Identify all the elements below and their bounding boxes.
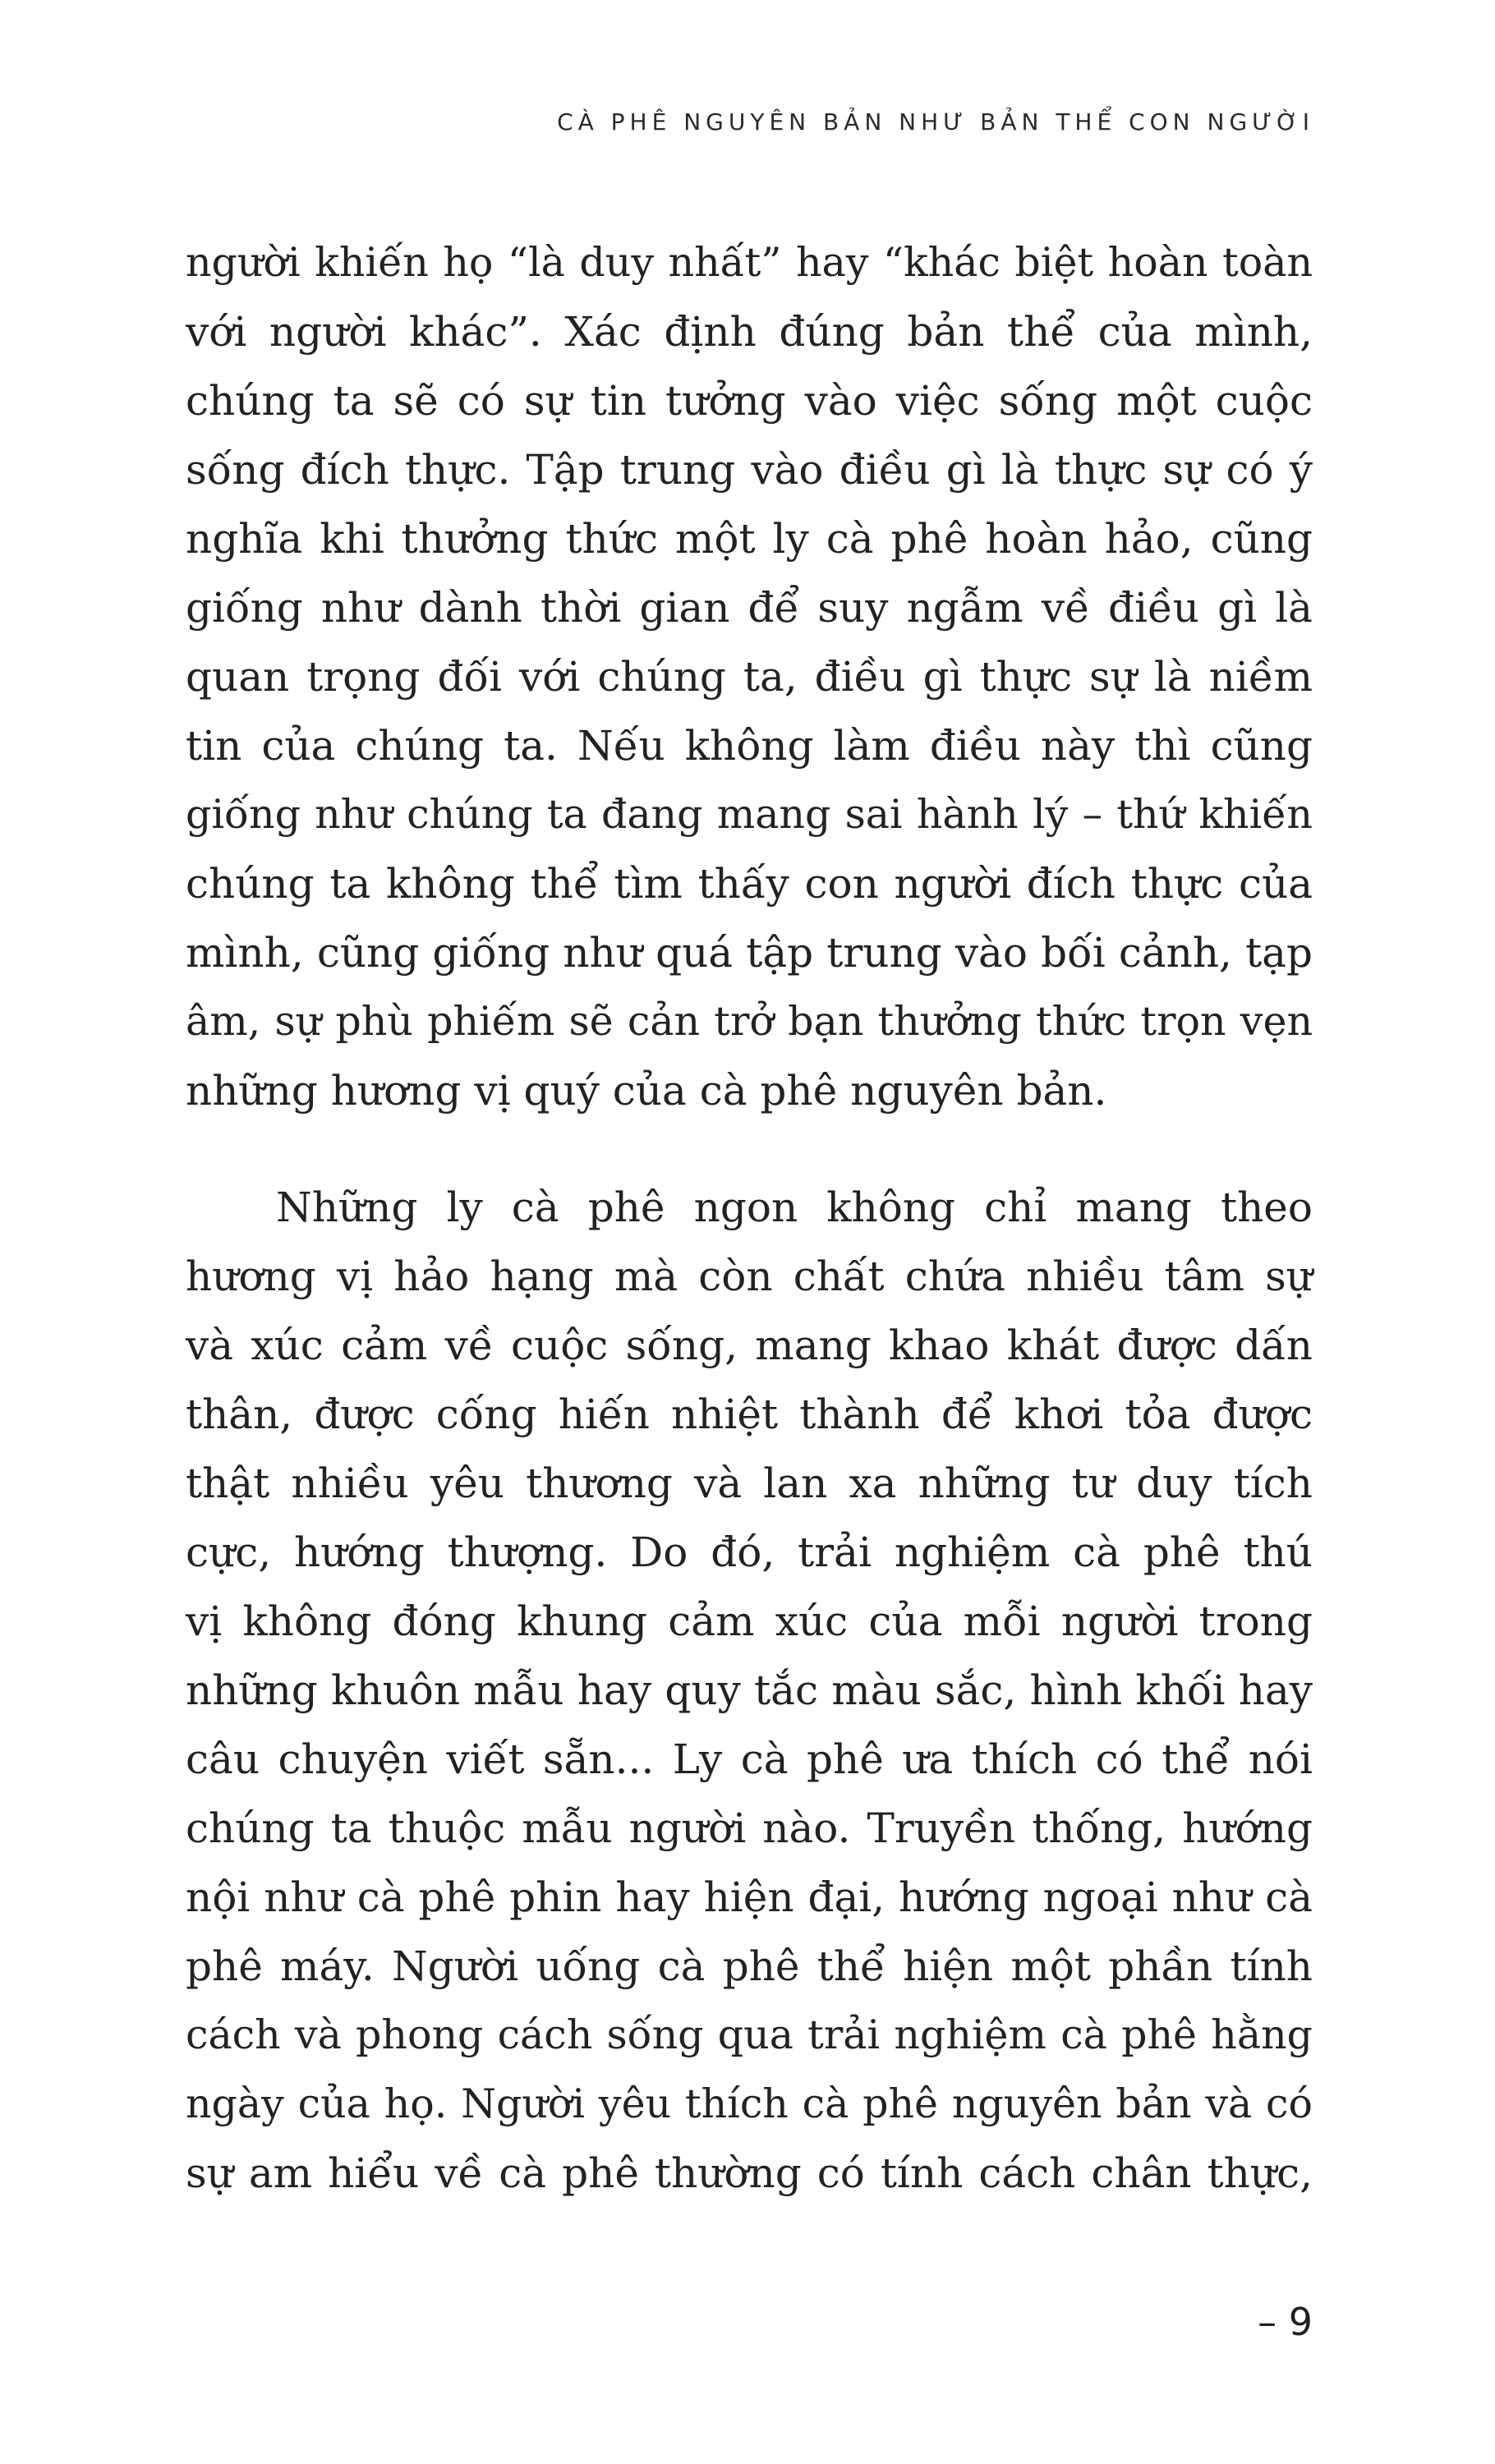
paragraph-spacer [186, 1125, 1313, 1173]
text-line: hương vị hảo hạng mà còn chất chứa nhiều tâm sự [186, 1253, 1313, 1300]
text-line: Những ly cà phê ngon không chỉ mang theo [276, 1184, 1313, 1231]
page-number: – 9 [1258, 2300, 1313, 2344]
text-line: ngày của họ. Người yêu thích cà phê nguyên bản và có [186, 2080, 1313, 2127]
text-line: thân, được cống hiến nhiệt thành để khơi tỏa được [186, 1391, 1313, 1438]
text-line: quan trọng đối với chúng ta, điều gì thực sự là niềm [186, 653, 1313, 701]
text-line: cách và phong cách sống qua trải nghiệm cà phê hằng [186, 2011, 1313, 2058]
text-line: sống đích thực. Tập trung vào điều gì là thực sự có ý [186, 446, 1313, 494]
body-text [186, 228, 1313, 2208]
running-header: CÀ PHÊ NGUYÊN BẢN NHƯ BẢN THỂ CON NGƯỜI [557, 108, 1314, 136]
text-line: nội như cà phê phin hay hiện đại, hướng ngoại như cà [186, 1873, 1313, 1921]
text-line: câu chuyện viết sẵn... Ly cà phê ưa thích có thể nói [186, 1735, 1313, 1783]
text-line: chúng ta sẽ có sự tin tưởng vào việc sống một cuộc [186, 377, 1313, 425]
text-line: tin của chúng ta. Nếu không làm điều này thì cũng [186, 722, 1313, 770]
text-line: chúng ta thuộc mẫu người nào. Truyền thống, hướng [186, 1804, 1313, 1852]
text-line: và xúc cảm về cuộc sống, mang khao khát được dấn [186, 1322, 1313, 1369]
text-line: phê máy. Người uống cà phê thể hiện một phần tính [186, 1942, 1313, 1990]
text-line: mình, cũng giống như quá tập trung vào bối cảnh, tạp [186, 929, 1313, 977]
text-line: giống như chúng ta đang mang sai hành lý – thứ khiến [186, 791, 1313, 838]
paragraph-1 [186, 228, 1313, 1125]
paragraph-2 [186, 1173, 1313, 2208]
text-line: vị không đóng khung cảm xúc của mỗi người trong [186, 1597, 1313, 1645]
text-line: giống như dành thời gian để suy ngẫm về điều gì là [186, 584, 1313, 632]
text-line: người khiến họ “là duy nhất” hay “khác biệt hoàn toàn [186, 239, 1313, 286]
text-line: với người khác”. Xác định đúng bản thể của mình, [186, 308, 1313, 356]
text-line: chúng ta không thể tìm thấy con người đích thực của [186, 860, 1313, 908]
text-line: những khuôn mẫu hay quy tắc màu sắc, hình khối hay [186, 1666, 1313, 1714]
text-line: thật nhiều yêu thương và lan xa những tư duy tích [186, 1460, 1313, 1507]
text-line: nghĩa khi thưởng thức một ly cà phê hoàn hảo, cũng [186, 515, 1313, 563]
text-line: những hương vị quý của cà phê nguyên bản. [186, 1067, 1107, 1115]
text-line: âm, sự phù phiếm sẽ cản trở bạn thưởng thức trọn vẹn [186, 998, 1313, 1045]
text-line: sự am hiểu về cà phê thường có tính cách chân thực, [186, 2149, 1313, 2197]
text-line: cực, hướng thượng. Do đó, trải nghiệm cà phê thú [186, 1529, 1313, 1576]
